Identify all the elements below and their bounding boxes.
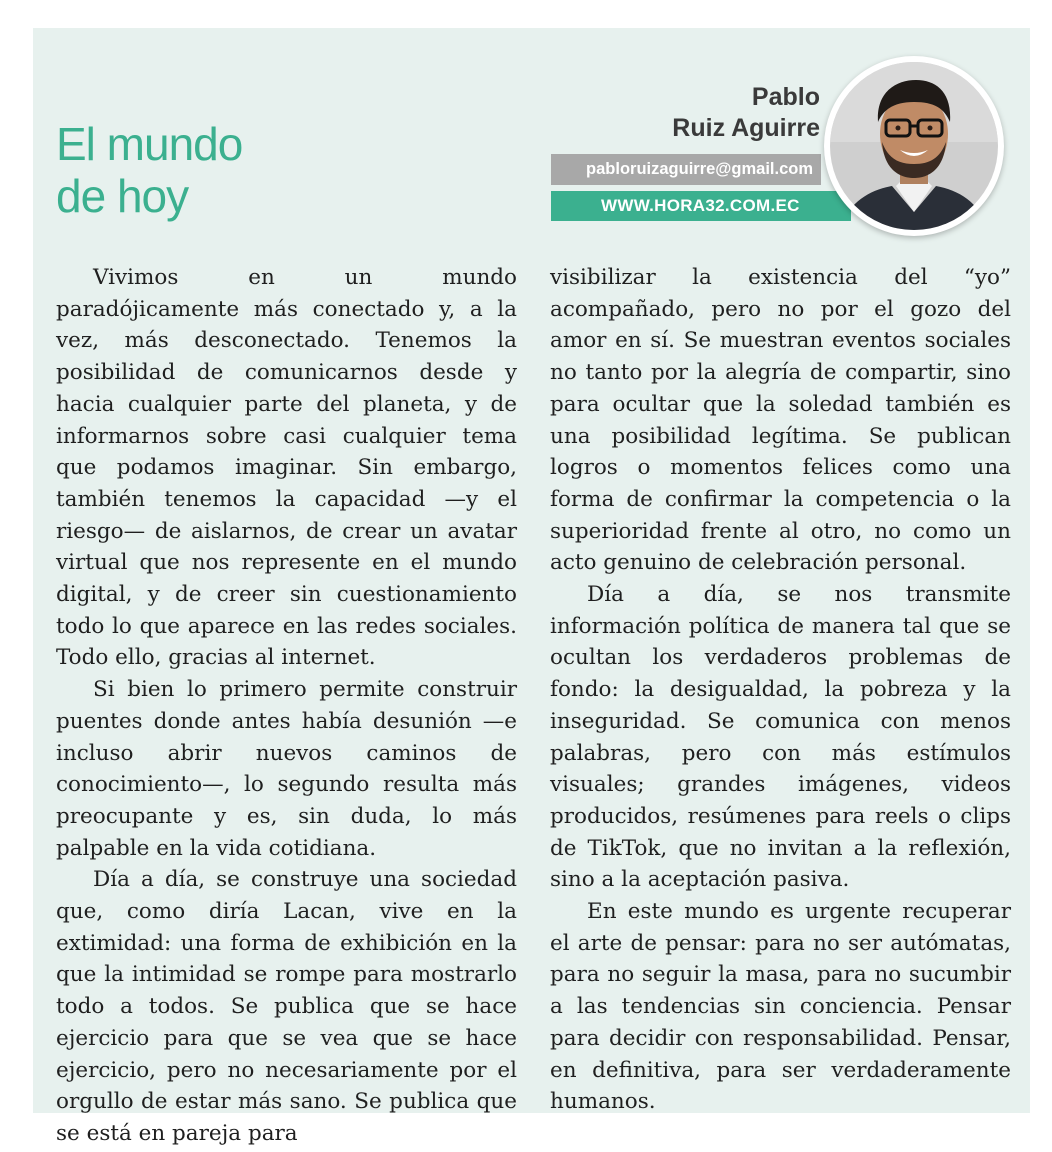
paragraph-continued: visibilizar la existencia del “yo” acompañado, pero no por el gozo del amor en sí. Se muestran eventos sociales no tanto por la alegría de compartir, sino para ocultar que la soledad también es una posibilidad legítima. Se publican logros o momentos felices como una forma de confirmar la competencia o la superioridad frente al otro, no como un acto genuino de celebración personal.: [550, 265, 1011, 576]
author-email: pabloruizaguirre@gmail.com: [551, 154, 821, 185]
paragraph: Si bien lo primero permite construir puentes donde antes había desunión —e incluso abrir nuevos caminos de conocimiento—, lo segundo resulta más preocupante y es, sin duda, lo más palpable en la vida cotidiana.: [56, 677, 517, 861]
author-photo: [824, 56, 1004, 236]
author-last-name: Ruiz Aguirre: [672, 114, 820, 142]
paragraph: Día a día, se construye una sociedad que, como diría Lacan, vive en la extimidad: una forma de exhibición en la que la intimidad se rompe para mostrarlo todo a todos. Se publica que se hace ejercicio para que se vea que se hace ejercicio, pero no necesariamente por el orgullo de estar más sano. Se publica que se está en pareja para: [56, 867, 517, 1146]
website-link: WWW.HORA32.COM.EC: [551, 191, 851, 221]
author-portrait-icon: [830, 62, 998, 230]
author-first-name: Pablo: [751, 83, 820, 111]
section-title: [56, 118, 242, 222]
paragraph: Vivimos en un mundo paradójicamente más conectado y, a la vez, más desconectado. Tenemos la posibilidad de comunicarnos desde y hacia cualquier parte del planeta, y de informarnos sobre casi cualquier tema que podamos imaginar. Sin embargo, también tenemos la capacidad —y el riesgo— de aislarnos, de crear un avatar virtual que nos represente en el mundo digital, y de creer sin cuestionamiento todo lo que aparece en las redes sociales. Todo ello, gracias al internet.: [56, 265, 517, 671]
section-title-line-2: de hoy: [56, 170, 189, 222]
paragraph: Día a día, se nos transmite información política de manera tal que se ocultan los verdaderos problemas de fondo: la desigualdad, la pobreza y la inseguridad. Se comunica con menos palabras, pero con más estímulos visuales; grandes imágenes, videos producidos, resúmenes para reels o clips de TikTok, que no invitan a la reflexión, sino a la aceptación pasiva.: [550, 582, 1011, 893]
paragraph: En este mundo es urgente recuperar el arte de pensar: para no ser autómatas, para no seguir la masa, para no sucumbir a las tendencias sin conciencia. Pensar para decidir con responsabilidad. Pensar, en definitiva, para ser verdaderamente humanos.: [550, 899, 1011, 1115]
article-column-left: [56, 262, 517, 1150]
article-column-right: [550, 262, 1011, 1118]
author-name: [672, 82, 820, 144]
section-title-line-1: El mundo: [56, 118, 243, 170]
